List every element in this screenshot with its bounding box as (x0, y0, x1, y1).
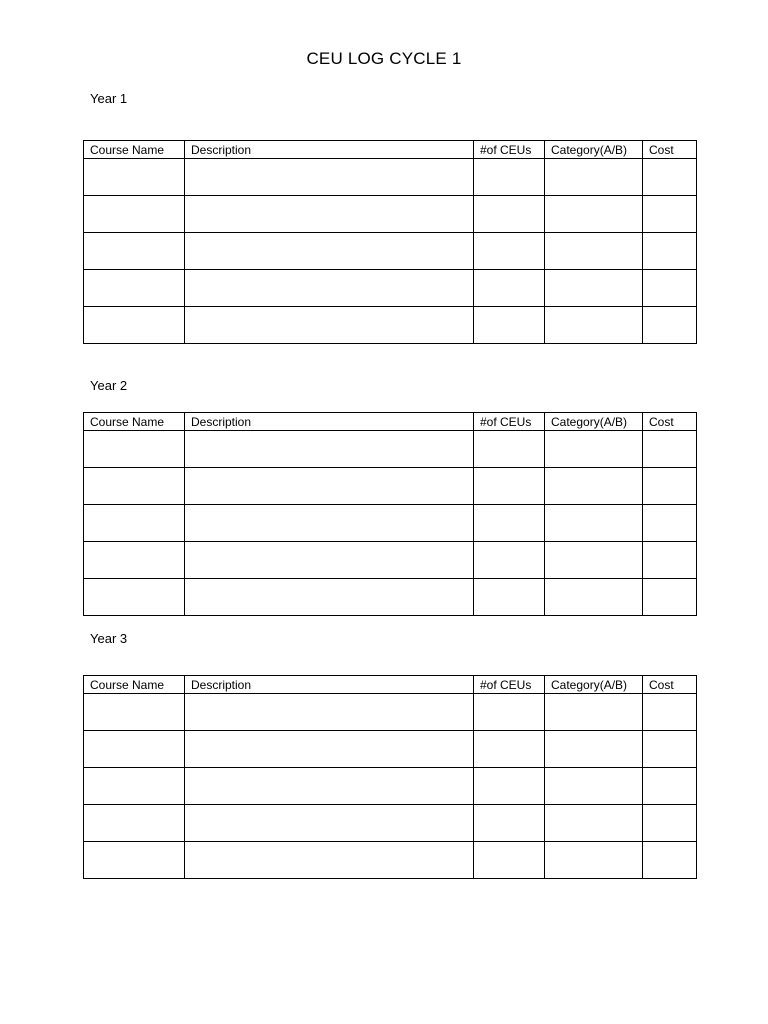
cost-cell[interactable] (643, 431, 697, 468)
course-name-cell[interactable] (84, 233, 185, 270)
course-name-cell[interactable] (84, 731, 185, 768)
category-cell[interactable] (545, 542, 643, 579)
description-cell[interactable] (185, 505, 474, 542)
year-1-table (83, 140, 697, 344)
cost-cell[interactable] (643, 270, 697, 307)
ceus-cell[interactable] (474, 842, 545, 879)
table-row (84, 731, 697, 768)
table-row (84, 505, 697, 542)
column-header-description: Description (185, 676, 474, 694)
ceus-cell[interactable] (474, 505, 545, 542)
category-cell[interactable] (545, 307, 643, 344)
table-header-row (84, 413, 697, 431)
table-row (84, 196, 697, 233)
year-2-table (83, 412, 697, 616)
category-cell[interactable] (545, 768, 643, 805)
category-cell[interactable] (545, 431, 643, 468)
category-cell[interactable] (545, 805, 643, 842)
cost-cell[interactable] (643, 542, 697, 579)
category-cell[interactable] (545, 694, 643, 731)
document-title: CEU LOG CYCLE 1 (306, 49, 462, 68)
table-row (84, 579, 697, 616)
category-cell[interactable] (545, 731, 643, 768)
cost-cell[interactable] (643, 805, 697, 842)
table-row (84, 694, 697, 731)
year-3-table (83, 675, 697, 879)
ceus-cell[interactable] (474, 579, 545, 616)
course-name-cell[interactable] (84, 196, 185, 233)
category-cell[interactable] (545, 270, 643, 307)
course-name-cell[interactable] (84, 768, 185, 805)
category-cell[interactable] (545, 505, 643, 542)
course-name-cell[interactable] (84, 307, 185, 344)
ceus-cell[interactable] (474, 468, 545, 505)
cost-cell[interactable] (643, 694, 697, 731)
description-cell[interactable] (185, 431, 474, 468)
column-header-category: Category(A/B) (545, 141, 643, 159)
course-name-cell[interactable] (84, 805, 185, 842)
course-name-cell[interactable] (84, 579, 185, 616)
column-header-cost: Cost (643, 676, 697, 694)
table-row (84, 842, 697, 879)
column-header-course-name: Course Name (84, 676, 185, 694)
column-header-cost: Cost (643, 413, 697, 431)
description-cell[interactable] (185, 842, 474, 879)
column-header-ceus: #of CEUs (474, 413, 545, 431)
course-name-cell[interactable] (84, 159, 185, 196)
column-header-course-name: Course Name (84, 141, 185, 159)
description-cell[interactable] (185, 270, 474, 307)
cost-cell[interactable] (643, 196, 697, 233)
column-header-course-name: Course Name (84, 413, 185, 431)
column-header-description: Description (185, 141, 474, 159)
ceus-cell[interactable] (474, 542, 545, 579)
course-name-cell[interactable] (84, 468, 185, 505)
course-name-cell[interactable] (84, 694, 185, 731)
description-cell[interactable] (185, 805, 474, 842)
category-cell[interactable] (545, 579, 643, 616)
column-header-ceus: #of CEUs (474, 141, 545, 159)
table-row (84, 307, 697, 344)
description-cell[interactable] (185, 233, 474, 270)
ceus-cell[interactable] (474, 270, 545, 307)
column-header-category: Category(A/B) (545, 413, 643, 431)
cost-cell[interactable] (643, 842, 697, 879)
course-name-cell[interactable] (84, 431, 185, 468)
year-2-label: Year 2 (90, 378, 128, 393)
cost-cell[interactable] (643, 233, 697, 270)
course-name-cell[interactable] (84, 842, 185, 879)
column-header-category: Category(A/B) (545, 676, 643, 694)
table-header-row (84, 676, 697, 694)
cost-cell[interactable] (643, 159, 697, 196)
table-row (84, 159, 697, 196)
category-cell[interactable] (545, 159, 643, 196)
ceus-cell[interactable] (474, 159, 545, 196)
ceus-cell[interactable] (474, 768, 545, 805)
column-header-description: Description (185, 413, 474, 431)
year-3-label: Year 3 (90, 631, 128, 646)
table-row (84, 233, 697, 270)
description-cell[interactable] (185, 196, 474, 233)
description-cell[interactable] (185, 159, 474, 196)
ceus-cell[interactable] (474, 805, 545, 842)
course-name-cell[interactable] (84, 542, 185, 579)
description-cell[interactable] (185, 468, 474, 505)
table-row (84, 805, 697, 842)
cost-cell[interactable] (643, 468, 697, 505)
ceus-cell[interactable] (474, 196, 545, 233)
category-cell[interactable] (545, 468, 643, 505)
table-header-row (84, 141, 697, 159)
cost-cell[interactable] (643, 731, 697, 768)
description-cell[interactable] (185, 694, 474, 731)
ceus-cell[interactable] (474, 731, 545, 768)
cost-cell[interactable] (643, 505, 697, 542)
table-row (84, 431, 697, 468)
year-1-label: Year 1 (90, 91, 128, 106)
ceus-cell[interactable] (474, 233, 545, 270)
cost-cell[interactable] (643, 768, 697, 805)
table-row (84, 542, 697, 579)
cost-cell[interactable] (643, 579, 697, 616)
category-cell[interactable] (545, 233, 643, 270)
table-row (84, 270, 697, 307)
ceus-cell[interactable] (474, 694, 545, 731)
description-cell[interactable] (185, 731, 474, 768)
column-header-cost: Cost (643, 141, 697, 159)
ceus-cell[interactable] (474, 307, 545, 344)
description-cell[interactable] (185, 542, 474, 579)
description-cell[interactable] (185, 307, 474, 344)
category-cell[interactable] (545, 196, 643, 233)
table-row (84, 768, 697, 805)
description-cell[interactable] (185, 768, 474, 805)
course-name-cell[interactable] (84, 270, 185, 307)
column-header-ceus: #of CEUs (474, 676, 545, 694)
table-row (84, 468, 697, 505)
course-name-cell[interactable] (84, 505, 185, 542)
ceus-cell[interactable] (474, 431, 545, 468)
category-cell[interactable] (545, 842, 643, 879)
cost-cell[interactable] (643, 307, 697, 344)
description-cell[interactable] (185, 579, 474, 616)
